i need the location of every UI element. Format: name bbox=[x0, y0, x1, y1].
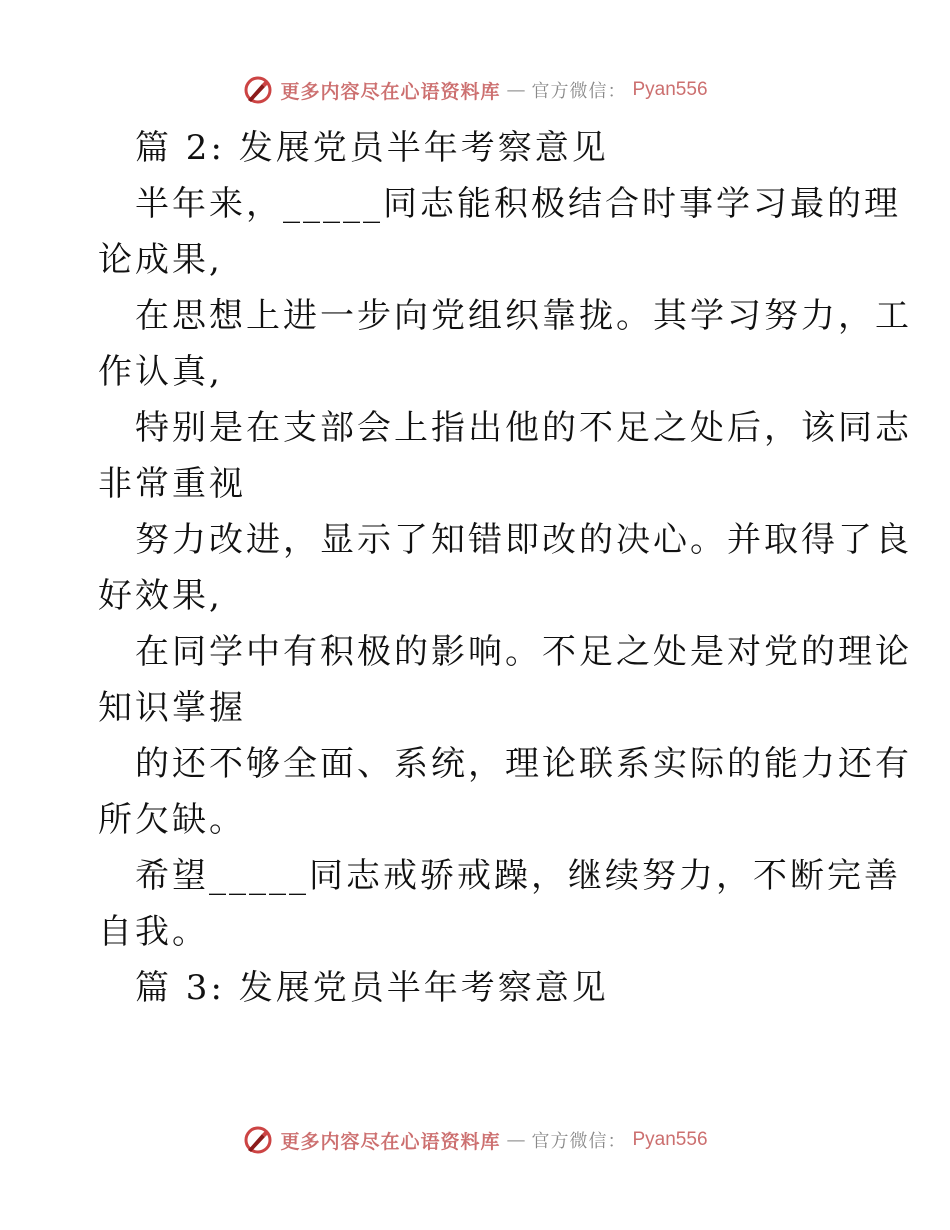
banner-dash: — bbox=[506, 1129, 526, 1151]
paragraph-line: 作认真, bbox=[98, 352, 223, 392]
banner-main-text: 更多内容尽在心语资料库 bbox=[280, 1130, 501, 1153]
pen-circle-logo-icon bbox=[242, 1124, 274, 1156]
pen-circle-logo-icon bbox=[242, 74, 274, 106]
paragraph-line: 希望_____同志戒骄戒躁，继续努力，不断完善 bbox=[135, 856, 901, 896]
paragraph-line: 自我。 bbox=[98, 912, 209, 952]
paragraph-line: 在同学中有积极的影响。不足之处是对党的理论 bbox=[135, 632, 912, 672]
paragraph-line: 论成果, bbox=[98, 240, 223, 280]
paragraph-line: 的还不够全面、系统，理论联系实际的能力还有 bbox=[135, 744, 912, 784]
paragraph-line: 好效果, bbox=[98, 576, 223, 616]
paragraph-line: 所欠缺。 bbox=[98, 800, 246, 840]
paragraph-line: 知识掌握 bbox=[98, 688, 246, 728]
banner-wechat-id: Pyan556 bbox=[632, 1129, 708, 1150]
section-heading-2: 篇 2: 发展党员半年考察意见 bbox=[135, 128, 609, 168]
paragraph-line: 在思想上进一步向党组织靠拢。其学习努力，工 bbox=[135, 296, 912, 336]
paragraph-line: 特别是在支部会上指出他的不足之处后，该同志 bbox=[135, 408, 912, 448]
banner-main-text: 更多内容尽在心语资料库 bbox=[280, 80, 501, 103]
header-watermark bbox=[0, 70, 950, 110]
banner-wechat-label: 官方微信： bbox=[531, 1131, 627, 1152]
banner-dash: — bbox=[506, 79, 526, 101]
footer-watermark bbox=[0, 1120, 950, 1160]
banner-wechat-label: 官方微信： bbox=[531, 81, 627, 102]
banner-wechat-id: Pyan556 bbox=[632, 79, 708, 100]
paragraph-line: 努力改进，显示了知错即改的决心。并取得了良 bbox=[135, 520, 912, 560]
paragraph-line: 半年来，_____同志能积极结合时事学习最的理 bbox=[135, 184, 901, 224]
section-heading-3: 篇 3: 发展党员半年考察意见 bbox=[135, 968, 609, 1008]
document-body bbox=[98, 120, 912, 1016]
paragraph-line: 非常重视 bbox=[98, 464, 246, 504]
